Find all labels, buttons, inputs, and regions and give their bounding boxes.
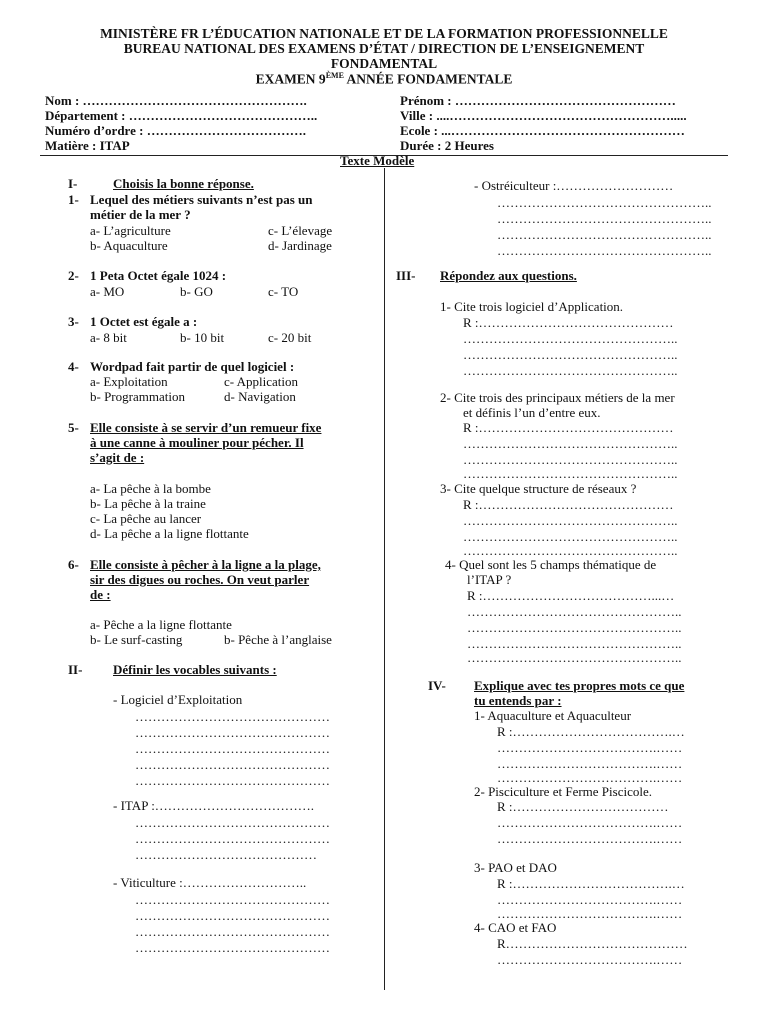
answer-line[interactable]: ………………………………………….. (463, 452, 678, 467)
q6-text-2: sir des digues ou roches. On veut parler (90, 572, 310, 587)
field-departement[interactable]: Département : …………………………………….. (45, 108, 318, 123)
define-item-1: - Logiciel d’Exploitation (113, 692, 243, 707)
answer-line[interactable]: ………………………………………….. (463, 543, 678, 558)
answer-line[interactable]: ………………………………………….. (467, 620, 682, 635)
q6-option-b2[interactable]: b- Pêche à l’anglaise (224, 632, 332, 647)
answer-line[interactable]: ……………………………………… (135, 940, 330, 955)
answer-line[interactable]: ………………………………………….. (467, 636, 682, 651)
answer-line[interactable]: ………………………………………….. (463, 513, 678, 528)
answer-line[interactable]: ………………………………………….. (463, 436, 678, 451)
section-4-title-2: tu entends par : (474, 693, 562, 708)
answer-line[interactable]: ……………………………….…… (497, 892, 683, 907)
answer-line[interactable]: ……………………………….…… (497, 831, 683, 846)
answer-line[interactable]: R…………………………………… (497, 936, 688, 951)
q3-option-b[interactable]: b- 10 bit (180, 330, 225, 345)
answer-line[interactable]: ………………………………………….. (463, 466, 678, 481)
q6-number: 6- (68, 557, 79, 572)
r2-text-1: 2- Cite trois des principaux métiers de la mer (440, 390, 675, 405)
q2-option-c[interactable]: c- TO (268, 284, 299, 299)
answer-line[interactable]: ………………………………………….. (497, 211, 712, 226)
q3-option-c[interactable]: c- 20 bit (268, 330, 312, 345)
section-2-number: II- (68, 662, 83, 677)
r3-text: 3- Cite quelque structure de réseaux ? (440, 481, 637, 496)
q4-number: 4- (68, 359, 79, 374)
q1-number: 1- (68, 192, 79, 207)
field-ville[interactable]: Ville : ....……………………………………………..... (400, 108, 687, 123)
answer-line[interactable]: ………………………………………….. (463, 347, 678, 362)
q5-option-a[interactable]: a- La pêche à la bombe (90, 481, 211, 496)
q5-text-1: Elle consiste à se servir d’un remueur fixe (90, 420, 322, 435)
field-nom[interactable]: Nom : ……………………………………………. (45, 93, 307, 108)
subtitle: Texte Modèle (340, 153, 415, 168)
field-matiere: Matière : ITAP (45, 138, 130, 153)
answer-line[interactable]: ……………………………….…… (497, 906, 683, 921)
answer-line[interactable]: R :……………………………………… (463, 497, 674, 512)
e3-text: 3- PAO et DAO (474, 860, 557, 875)
define-item-2: - ITAP :………………………………. (113, 798, 315, 813)
q1-text-2: métier de la mer ? (90, 207, 191, 222)
answer-line[interactable]: ………………………………………….. (497, 243, 712, 258)
section-2-title: Définir les vocables suivants : (113, 662, 277, 677)
exam-title: EXAMEN 9ÈME ANNÉE FONDAMENTALE (255, 71, 513, 87)
answer-line[interactable]: ………………………………………….. (467, 650, 682, 665)
q1-option-b[interactable]: b- Aquaculture (90, 238, 168, 253)
define-item-3: - Viticulture :……………………….. (113, 875, 307, 890)
q3-text: 1 Octet est égale a : (90, 314, 198, 329)
answer-line[interactable]: R :……………………………………… (463, 315, 674, 330)
e1-text: 1- Aquaculture et Aquaculteur (474, 708, 632, 723)
q1-option-d[interactable]: d- Jardinage (268, 238, 332, 253)
define-item-4: - Ostréiculteur :……………………… (474, 178, 674, 193)
answer-line[interactable]: ……………………………………… (135, 773, 330, 788)
answer-line[interactable]: ……………………………………… (135, 892, 330, 907)
answer-line[interactable]: ……………………………………… (135, 831, 330, 846)
field-ecole[interactable]: Ecole : ...……………………………………………… (400, 123, 685, 138)
q3-option-a[interactable]: a- 8 bit (90, 330, 127, 345)
ministry-line: MINISTÈRE FR L’ÉDUCATION NATIONALE ET DE LA FORMATION PROFESSIONNELLE (100, 26, 668, 41)
field-prenom[interactable]: Prénom : …………………………………………… (400, 93, 676, 108)
answer-line[interactable]: ………………………………………….. (463, 363, 678, 378)
fondamental-line: FONDAMENTAL (330, 56, 438, 71)
bureau-line: BUREAU NATIONAL DES EXAMENS D’ÉTAT / DIRECTION DE L’ENSEIGNEMENT (123, 41, 645, 56)
section-4-number: IV- (428, 678, 446, 693)
e2-text: 2- Pisciculture et Ferme Piscicole. (474, 784, 652, 799)
section-3-number: III- (396, 268, 416, 283)
q1-text-1: Lequel des métiers suivants n’est pas un (90, 192, 313, 207)
answer-line[interactable]: ………………………………………….. (497, 195, 712, 210)
section-3-title: Répondez aux questions. (440, 268, 577, 283)
answer-line[interactable]: R :……………………………….… (497, 724, 685, 739)
q6-option-a[interactable]: a- Pêche a la ligne flottante (90, 617, 232, 632)
answer-line[interactable]: ……………………………….…… (497, 952, 683, 967)
q2-number: 2- (68, 268, 79, 283)
answer-line[interactable]: ……………………………………… (135, 815, 330, 830)
answer-line[interactable]: ………………………………………….. (463, 331, 678, 346)
q4-text: Wordpad fait partir de quel logiciel : (90, 359, 295, 374)
field-numero[interactable]: Numéro d’ordre : ………………………………. (45, 123, 306, 138)
answer-line[interactable]: ………………………………………….. (467, 604, 682, 619)
q2-option-a[interactable]: a- MO (90, 284, 125, 299)
q6-text-3: de : (90, 587, 111, 602)
q5-number: 5- (68, 420, 79, 435)
q5-text-3: s’agit de : (90, 450, 145, 465)
answer-line[interactable]: …………………………………… (135, 847, 317, 862)
q5-text-2: à une canne à mouliner pour pécher. Il (90, 435, 304, 450)
section-1-number: I- (68, 176, 78, 191)
e4-text: 4- CAO et FAO (474, 920, 557, 935)
answer-line[interactable]: R :……………………………….… (497, 876, 685, 891)
answer-line[interactable]: R :……………………………………… (463, 420, 674, 435)
answer-line[interactable]: ……………………………………… (135, 924, 330, 939)
q6-option-b[interactable]: b- Le surf-casting (90, 632, 183, 647)
answer-line[interactable]: ………………………………………….. (497, 227, 712, 242)
q4-option-c[interactable]: c- Application (224, 374, 299, 389)
answer-line[interactable]: R :……………………………… (497, 799, 669, 814)
section-1-title: Choisis la bonne réponse. (113, 176, 254, 191)
column-divider (384, 168, 385, 990)
q2-text: 1 Peta Octet égale 1024 : (90, 268, 227, 283)
q1-option-a[interactable]: a- L’agriculture (90, 223, 171, 238)
q6-text-1: Elle consiste à pêcher à la ligne a la plage, (90, 557, 321, 572)
q2-option-b[interactable]: b- GO (180, 284, 213, 299)
answer-line[interactable]: ……………………………….…… (497, 815, 683, 830)
answer-line[interactable]: ………………………………………….. (463, 529, 678, 544)
answer-line[interactable]: ……………………………………… (135, 908, 330, 923)
q3-number: 3- (68, 314, 79, 329)
q4-option-a[interactable]: a- Exploitation (90, 374, 168, 389)
answer-line[interactable]: ……………………………………… (135, 725, 330, 740)
r2-text-2: et définis l’un d’entre eux. (463, 405, 601, 420)
answer-line[interactable]: R :…………………………………...… (467, 588, 675, 603)
field-duree: Durée : 2 Heures (400, 138, 494, 153)
q4-option-d[interactable]: d- Navigation (224, 389, 296, 404)
r1-text: 1- Cite trois logiciel d’Application. (440, 299, 624, 314)
answer-line[interactable]: ……………………………….…… (497, 770, 683, 785)
r4-text-1: 4- Quel sont les 5 champs thématique de (445, 557, 657, 572)
q1-option-c[interactable]: c- L’élevage (268, 223, 333, 238)
section-4-title-1: Explique avec tes propres mots ce que (474, 678, 685, 693)
answer-line[interactable]: ……………………………….…… (497, 756, 683, 771)
q5-option-d[interactable]: d- La pêche a la ligne flottante (90, 526, 249, 541)
q5-option-c[interactable]: c- La pêche au lancer (90, 511, 202, 526)
answer-line[interactable]: ……………………………………… (135, 757, 330, 772)
answer-line[interactable]: ……………………………………… (135, 709, 330, 724)
q4-option-b[interactable]: b- Programmation (90, 389, 185, 404)
r4-text-2: l’ITAP ? (467, 572, 512, 587)
answer-line[interactable]: ……………………………….…… (497, 740, 683, 755)
answer-line[interactable]: ……………………………………… (135, 741, 330, 756)
q5-option-b[interactable]: b- La pêche à la traine (90, 496, 206, 511)
